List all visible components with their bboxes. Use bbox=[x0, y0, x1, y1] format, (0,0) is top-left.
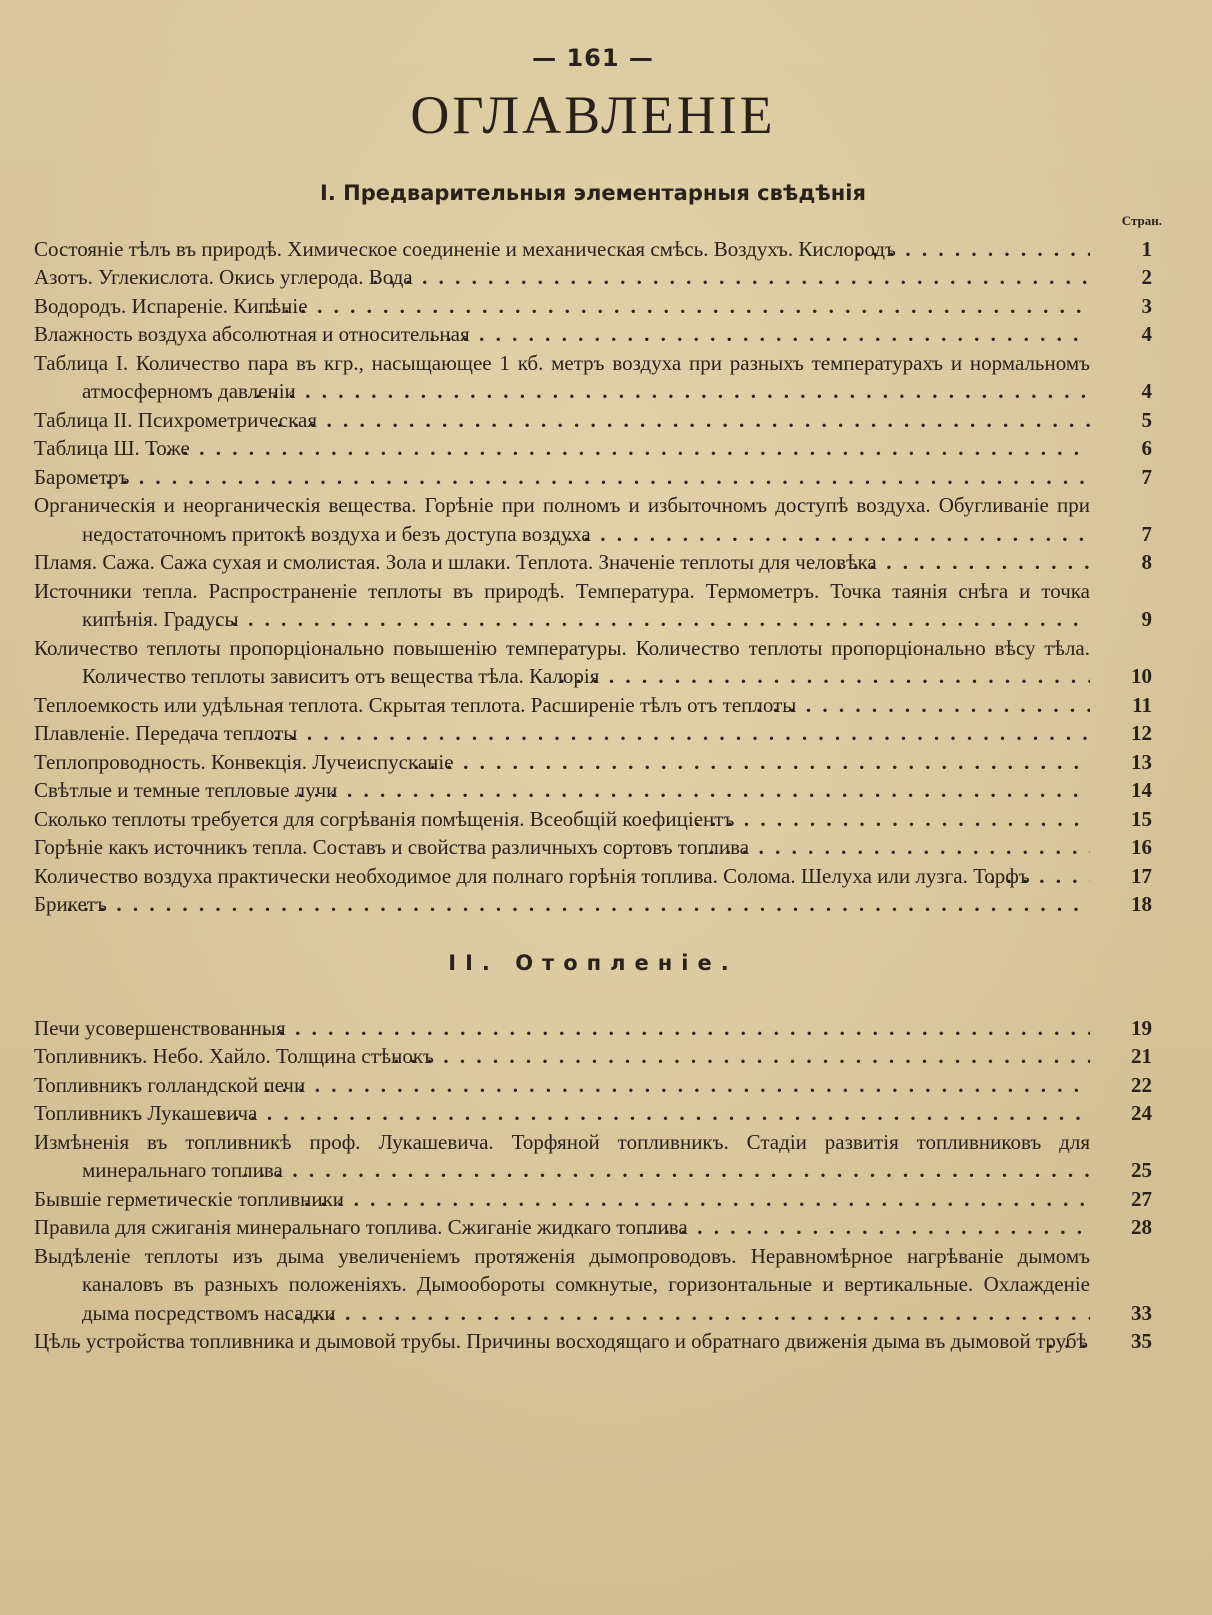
toc-entry bbox=[34, 776, 1152, 805]
toc-entry bbox=[34, 890, 1152, 919]
toc-entry bbox=[34, 406, 1152, 435]
toc-entry bbox=[34, 719, 1152, 748]
toc-entry-page: 6 bbox=[1141, 436, 1152, 461]
toc-entry-text: Сколько теплоты требуется для согрѣванія помѣщенія. Всеобщій коефиціентъ . . . bbox=[34, 805, 1090, 834]
toc-entry-text: Теплоемкость или удѣльная теплота. Скрытая теплота. Расширеніе тѣлъ отъ теплоты . . . bbox=[34, 691, 1090, 720]
toc-entry-page: 2 bbox=[1141, 265, 1152, 290]
toc-entry-text: Правила для сжиганія минеральнаго топлива. Сжиганіе жидкаго топлива . . . bbox=[34, 1213, 1090, 1242]
toc-entry bbox=[34, 491, 1152, 548]
toc-entry bbox=[34, 1014, 1152, 1043]
toc-entry-page: 24 bbox=[1131, 1101, 1152, 1126]
toc-entry-text: Бывшіе герметическіе топливники . . . bbox=[34, 1185, 1090, 1214]
toc-entry-text: Топливникъ голландской печи . . . bbox=[34, 1071, 1090, 1100]
toc-entry bbox=[34, 320, 1152, 349]
page-number: — 161 — bbox=[532, 44, 654, 72]
toc-entry-page: 19 bbox=[1131, 1015, 1152, 1040]
toc-entry-text: Брикетъ . . . bbox=[34, 890, 1090, 919]
toc-entry bbox=[34, 1185, 1152, 1214]
toc-entry-text: Свѣтлые и темные тепловые лучи . . . bbox=[34, 776, 1090, 805]
toc-entry-page: 16 bbox=[1131, 835, 1152, 860]
toc-entry-text: Азотъ. Углекислота. Окись углерода. Вода . . . bbox=[34, 263, 1090, 292]
toc-entry bbox=[34, 463, 1152, 492]
toc-entry-text: Горѣніе какъ источникъ тепла. Составъ и свойства различныхъ сортовъ топлива . . . bbox=[34, 833, 1090, 862]
toc-entry-page: 3 bbox=[1141, 293, 1152, 318]
toc-entry-text: Таблица Ш. Тоже . . . bbox=[34, 434, 1090, 463]
toc-entry bbox=[34, 1071, 1152, 1100]
toc-entry bbox=[34, 349, 1152, 406]
toc-entry bbox=[34, 235, 1152, 264]
section-title-1: I. Предварительныя элементарныя свѣдѣнія bbox=[320, 181, 866, 206]
toc-entry-page: 17 bbox=[1131, 863, 1152, 888]
toc-entry-text: Количество теплоты пропорціонально повышенію температуры. Количество теплоты пропорціонально вѣсу тѣла. Количество теплоты зависитъ отъ вещества тѣла. Калорія . . . bbox=[34, 634, 1090, 691]
toc-section-2 bbox=[34, 1014, 1152, 1356]
toc-entry bbox=[34, 292, 1152, 321]
toc-entry bbox=[34, 862, 1152, 891]
page-column-header: Стран. bbox=[1121, 212, 1162, 228]
toc-entry bbox=[34, 1128, 1152, 1185]
toc-entry bbox=[34, 691, 1152, 720]
toc-entry bbox=[34, 833, 1152, 862]
toc-entry bbox=[34, 434, 1152, 463]
toc-entry-text: Таблица II. Психрометрическая . . . bbox=[34, 406, 1090, 435]
toc-entry-text: Теплопроводность. Конвекція. Лучеиспусканіе . . . bbox=[34, 748, 1090, 777]
toc-entry-text: Таблица I. Количество пара въ кгр., насыщающее 1 кб. метръ воздуха при разныхъ температурахъ и нормальномъ атмосферномъ давленіи . . . bbox=[34, 349, 1090, 406]
toc-entry-page: 22 bbox=[1131, 1072, 1152, 1097]
toc-entry-page: 12 bbox=[1131, 721, 1152, 746]
toc-entry-page: 33 bbox=[1131, 1300, 1152, 1325]
toc-entry-text: Измѣненія въ топливникѣ проф. Лукашевича. Торфяной топливникъ. Стадіи развитія топливниковъ для минеральнаго топлива . . . bbox=[34, 1128, 1090, 1185]
toc-entry-page: 25 bbox=[1131, 1158, 1152, 1183]
toc-entry bbox=[34, 1099, 1152, 1128]
toc-entry bbox=[34, 1327, 1152, 1356]
toc-entry-text: Состояніе тѣлъ въ природѣ. Химическое соединеніе и механическая смѣсь. Воздухъ. Кислородъ . . . bbox=[34, 235, 1090, 264]
toc-entry bbox=[34, 548, 1152, 577]
toc-entry-page: 7 bbox=[1141, 521, 1152, 546]
toc-entry-text: Водородъ. Испареніе. Кипѣніе . . . bbox=[34, 292, 1090, 321]
toc-entry-text: Печи усовершенствованныя . . . bbox=[34, 1014, 1090, 1043]
toc-entry-page: 14 bbox=[1131, 778, 1152, 803]
toc-entry-page: 1 bbox=[1141, 236, 1152, 261]
toc-entry bbox=[34, 1213, 1152, 1242]
toc-entry-text: Количество воздуха практически необходимое для полнаго горѣнія топлива. Солома. Шелуха или лузга. Торфъ . . . bbox=[34, 862, 1090, 891]
toc-entry-text: Органическія и неорганическія вещества. Горѣніе при полномъ и избыточномъ доступѣ воздуха. Обугливаніе при недостаточномъ притокѣ воздуха и безъ доступа воздуха . . . bbox=[34, 491, 1090, 548]
toc-entry-page: 15 bbox=[1131, 806, 1152, 831]
toc-entry-page: 9 bbox=[1141, 607, 1152, 632]
toc-entry-page: 11 bbox=[1132, 692, 1152, 717]
toc-entry-page: 5 bbox=[1141, 407, 1152, 432]
toc-entry bbox=[34, 634, 1152, 691]
toc-entry-text: Барометръ . . . bbox=[34, 463, 1090, 492]
toc-entry-text: Топливникъ. Небо. Хайло. Толщина стѣнокъ . . . bbox=[34, 1042, 1090, 1071]
toc-entry-page: 28 bbox=[1131, 1215, 1152, 1240]
toc-entry-text: Пламя. Сажа. Сажа сухая и смолистая. Зола и шлаки. Теплота. Значеніе теплоты для человѣка . . . bbox=[34, 548, 1090, 577]
toc-entry-page: 4 bbox=[1141, 322, 1152, 347]
toc-entry-page: 10 bbox=[1131, 664, 1152, 689]
toc-entry-text: Цѣль устройства топливника и дымовой трубы. Причины восходящаго и обратнаго движенія дыма въ дымовой трубѣ . . . bbox=[34, 1327, 1090, 1356]
toc-entry-page: 18 bbox=[1131, 892, 1152, 917]
section-title-2: II. Отопленіе. bbox=[448, 950, 738, 975]
toc-entry-text: Топливникъ Лукашевича . . . bbox=[34, 1099, 1090, 1128]
toc-entry bbox=[34, 263, 1152, 292]
toc-entry-text: Плавленіе. Передача теплоты . . . bbox=[34, 719, 1090, 748]
toc-entry bbox=[34, 1042, 1152, 1071]
toc-entry-text: Выдѣленіе теплоты изъ дыма увеличеніемъ протяженія дымопроводовъ. Неравномѣрное нагрѣваніе дымомъ каналовъ въ разныхъ положеніяхъ. Дымообороты сомкнутые, горизонтальные и вертикальные. Охлажденіе дыма посредствомъ насадки . . . bbox=[34, 1242, 1090, 1328]
toc-entry-page: 8 bbox=[1141, 550, 1152, 575]
toc-entry-page: 13 bbox=[1131, 749, 1152, 774]
toc-entry-text: Влажность воздуха абсолютная и относительная . . . bbox=[34, 320, 1090, 349]
toc-entry bbox=[34, 748, 1152, 777]
toc-entry-page: 35 bbox=[1131, 1329, 1152, 1354]
toc-entry bbox=[34, 1242, 1152, 1328]
toc-entry-page: 7 bbox=[1141, 464, 1152, 489]
toc-entry-page: 4 bbox=[1141, 379, 1152, 404]
toc-entry bbox=[34, 805, 1152, 834]
toc-entry-text: Источники тепла. Распространеніе теплоты въ природѣ. Температура. Термометръ. Точка таянія снѣга и точка кипѣнія. Градусы . . . bbox=[34, 577, 1090, 634]
toc-entry bbox=[34, 577, 1152, 634]
toc-entry-page: 21 bbox=[1131, 1044, 1152, 1069]
page-title: ОГЛАВЛЕНІЕ bbox=[410, 85, 776, 145]
toc-section-1 bbox=[34, 235, 1152, 919]
toc-entry-page: 27 bbox=[1131, 1186, 1152, 1211]
